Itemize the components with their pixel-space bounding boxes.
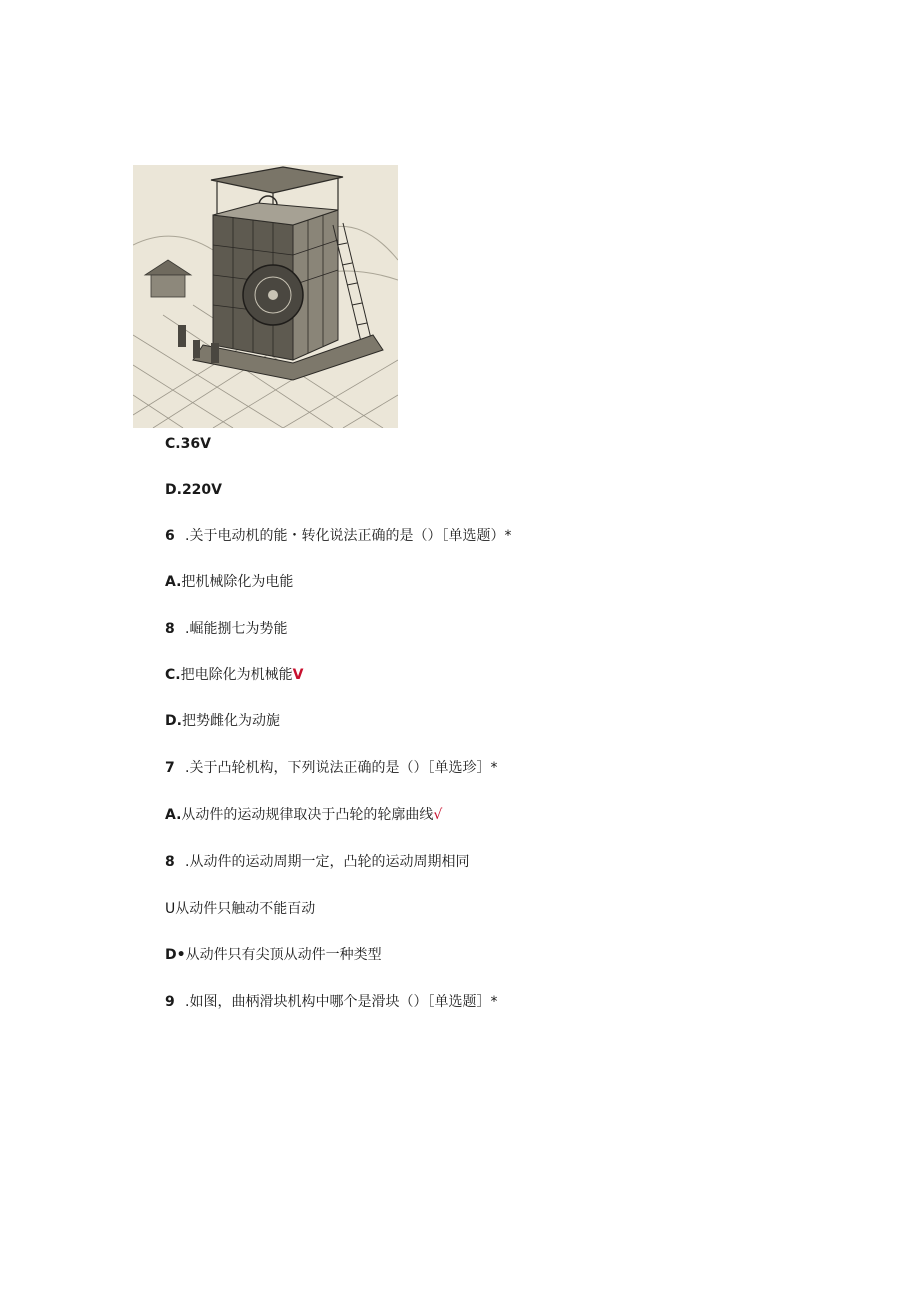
q7-option-a-label: A. bbox=[165, 807, 182, 823]
q7-option-b[interactable] bbox=[165, 853, 469, 871]
question-6-stem bbox=[165, 527, 511, 545]
q7-option-b-label: 8 bbox=[165, 854, 175, 870]
option-c-prev-text: C.36V bbox=[165, 436, 211, 452]
q6-option-b-label: 8 bbox=[165, 621, 175, 637]
option-d-prev[interactable] bbox=[165, 481, 222, 499]
question-9-text: .如图，曲柄滑块机构中哪个是滑块（）［单选题］* bbox=[185, 994, 498, 1010]
q6-option-c-text: 把电除化为机械能 bbox=[180, 667, 293, 683]
q7-option-d-text: 从动件只有尖顶从动件一种类型 bbox=[185, 947, 382, 963]
q6-option-a-text: 把机械除化为电能 bbox=[181, 574, 294, 590]
q6-option-d-text: 把势雌化为动旎 bbox=[181, 713, 280, 729]
q7-option-a[interactable] bbox=[165, 806, 442, 824]
question-6-number: 6 bbox=[165, 528, 175, 544]
q6-option-c[interactable] bbox=[165, 666, 303, 684]
q6-option-b-text: .崛能捌七为势能 bbox=[185, 621, 288, 637]
correct-answer-mark: V bbox=[292, 667, 304, 683]
question-7-stem bbox=[165, 759, 497, 777]
q7-option-c-label: U bbox=[165, 901, 176, 917]
q6-option-d[interactable] bbox=[165, 712, 280, 730]
q6-option-a-label: A. bbox=[165, 574, 182, 590]
q6-option-d-label: D. bbox=[165, 713, 182, 729]
question-9-number: 9 bbox=[165, 994, 175, 1010]
option-d-prev-text: D.220V bbox=[165, 482, 222, 498]
q7-option-b-text: .从动件的运动周期一定，凸轮的运动周期相同 bbox=[185, 854, 470, 870]
q6-option-a[interactable] bbox=[165, 573, 293, 591]
q7-option-d-label: D• bbox=[165, 947, 186, 963]
q7-option-c-text: 从动件只触动不能百动 bbox=[175, 901, 316, 917]
q7-option-d[interactable] bbox=[165, 946, 382, 964]
correct-answer-checkmark: √ bbox=[433, 807, 443, 823]
q6-option-c-label: C. bbox=[165, 667, 181, 683]
question-7-text: .关于凸轮机构，下列说法正确的是（）［单选珍］* bbox=[185, 760, 498, 776]
q7-option-a-text: 从动件的运动规律取决于凸轮的轮廓曲线 bbox=[181, 807, 434, 823]
question-6-text: .关于电动机的能・转化说法正确的是（）［单选题）* bbox=[185, 528, 512, 544]
q7-option-c[interactable] bbox=[165, 900, 315, 918]
q6-option-b[interactable] bbox=[165, 620, 287, 638]
question-9-stem bbox=[165, 993, 497, 1011]
option-c-prev[interactable] bbox=[165, 435, 211, 453]
question-7-number: 7 bbox=[165, 760, 175, 776]
astronomical-clock-tower-illustration bbox=[133, 165, 398, 428]
